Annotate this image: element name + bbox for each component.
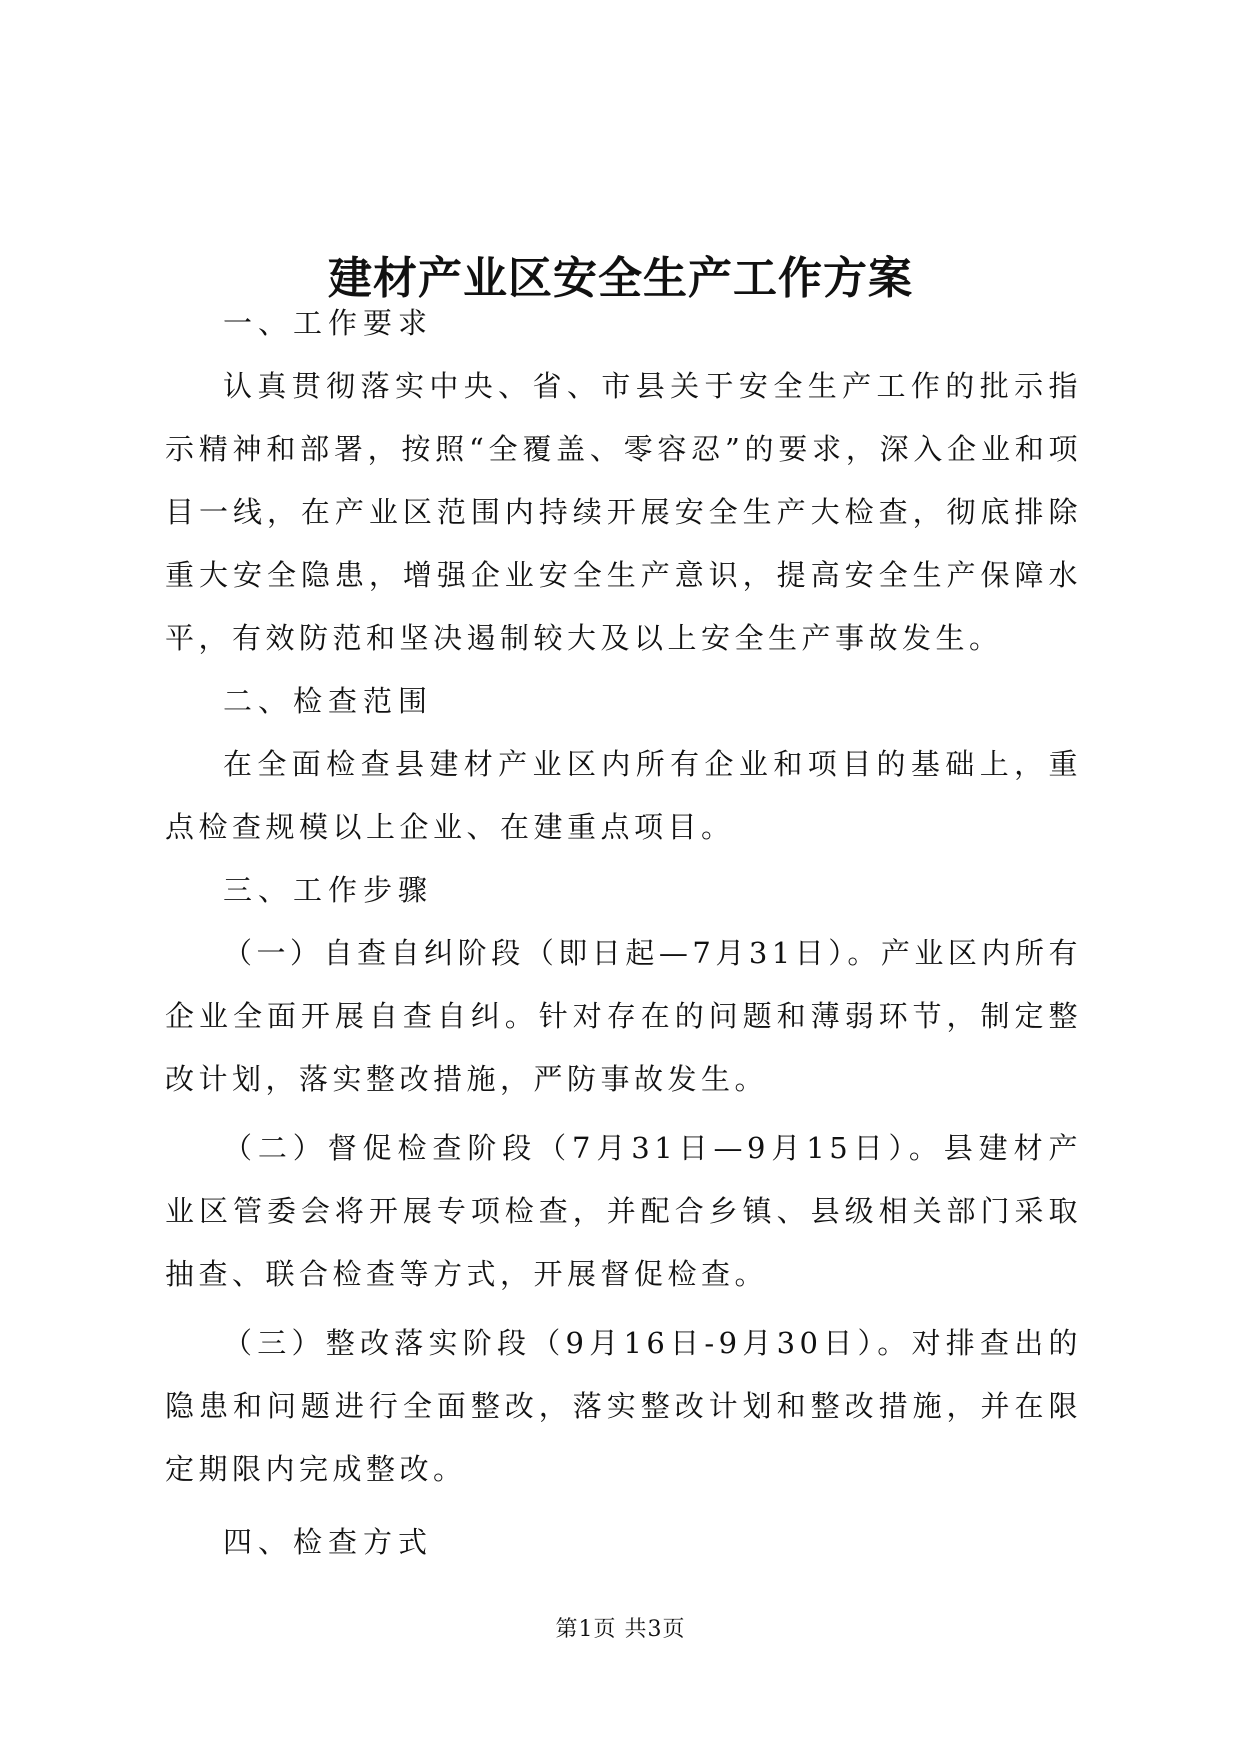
paragraph-step-1: （一）自查自纠阶段（即日起—7月31日）。产业区内所有企业全面开展自查自纠。针对存在的问题和薄弱环节，制定整改计划，落实整改措施，严防事故发生。 bbox=[165, 936, 1082, 1096]
section-heading-method: 四、检查方式 bbox=[223, 1525, 434, 1559]
section-heading-scope: 二、检查范围 bbox=[223, 684, 434, 718]
paragraph-step-3: （三）整改落实阶段（9月16日-9月30日）。对排查出的隐患和问题进行全面整改，落实整改计划和整改措施，并在限定期限内完成整改。 bbox=[165, 1326, 1082, 1486]
paragraph-scope: 在全面检查县建材产业区内所有企业和项目的基础上，重点检查规模以上企业、在建重点项目。 bbox=[165, 747, 1082, 844]
page-footer: 第1页 共3页 bbox=[555, 1617, 686, 1642]
section-heading-steps: 三、工作步骤 bbox=[223, 873, 434, 907]
section-heading-requirements: 一、工作要求 bbox=[223, 306, 434, 340]
document-body bbox=[165, 292, 1082, 1574]
document-title: 建材产业区安全生产工作方案 bbox=[328, 253, 913, 305]
paragraph-requirements: 认真贯彻落实中央、省、市县关于安全生产工作的批示指示精神和部署，按照“全覆盖、零容忍”的要求，深入企业和项目一线，在产业区范围内持续开展安全生产大检查，彻底排除重大安全隐患，增强企业安全生产意识，提高安全生产保障水平，有效防范和坚决遏制较大及以上安全生产事故发生。 bbox=[165, 369, 1082, 655]
paragraph-step-2: （二）督促检查阶段（7月31日—9月15日）。县建材产业区管委会将开展专项检查，并配合乡镇、县级相关部门采取抽查、联合检查等方式，开展督促检查。 bbox=[165, 1131, 1082, 1291]
